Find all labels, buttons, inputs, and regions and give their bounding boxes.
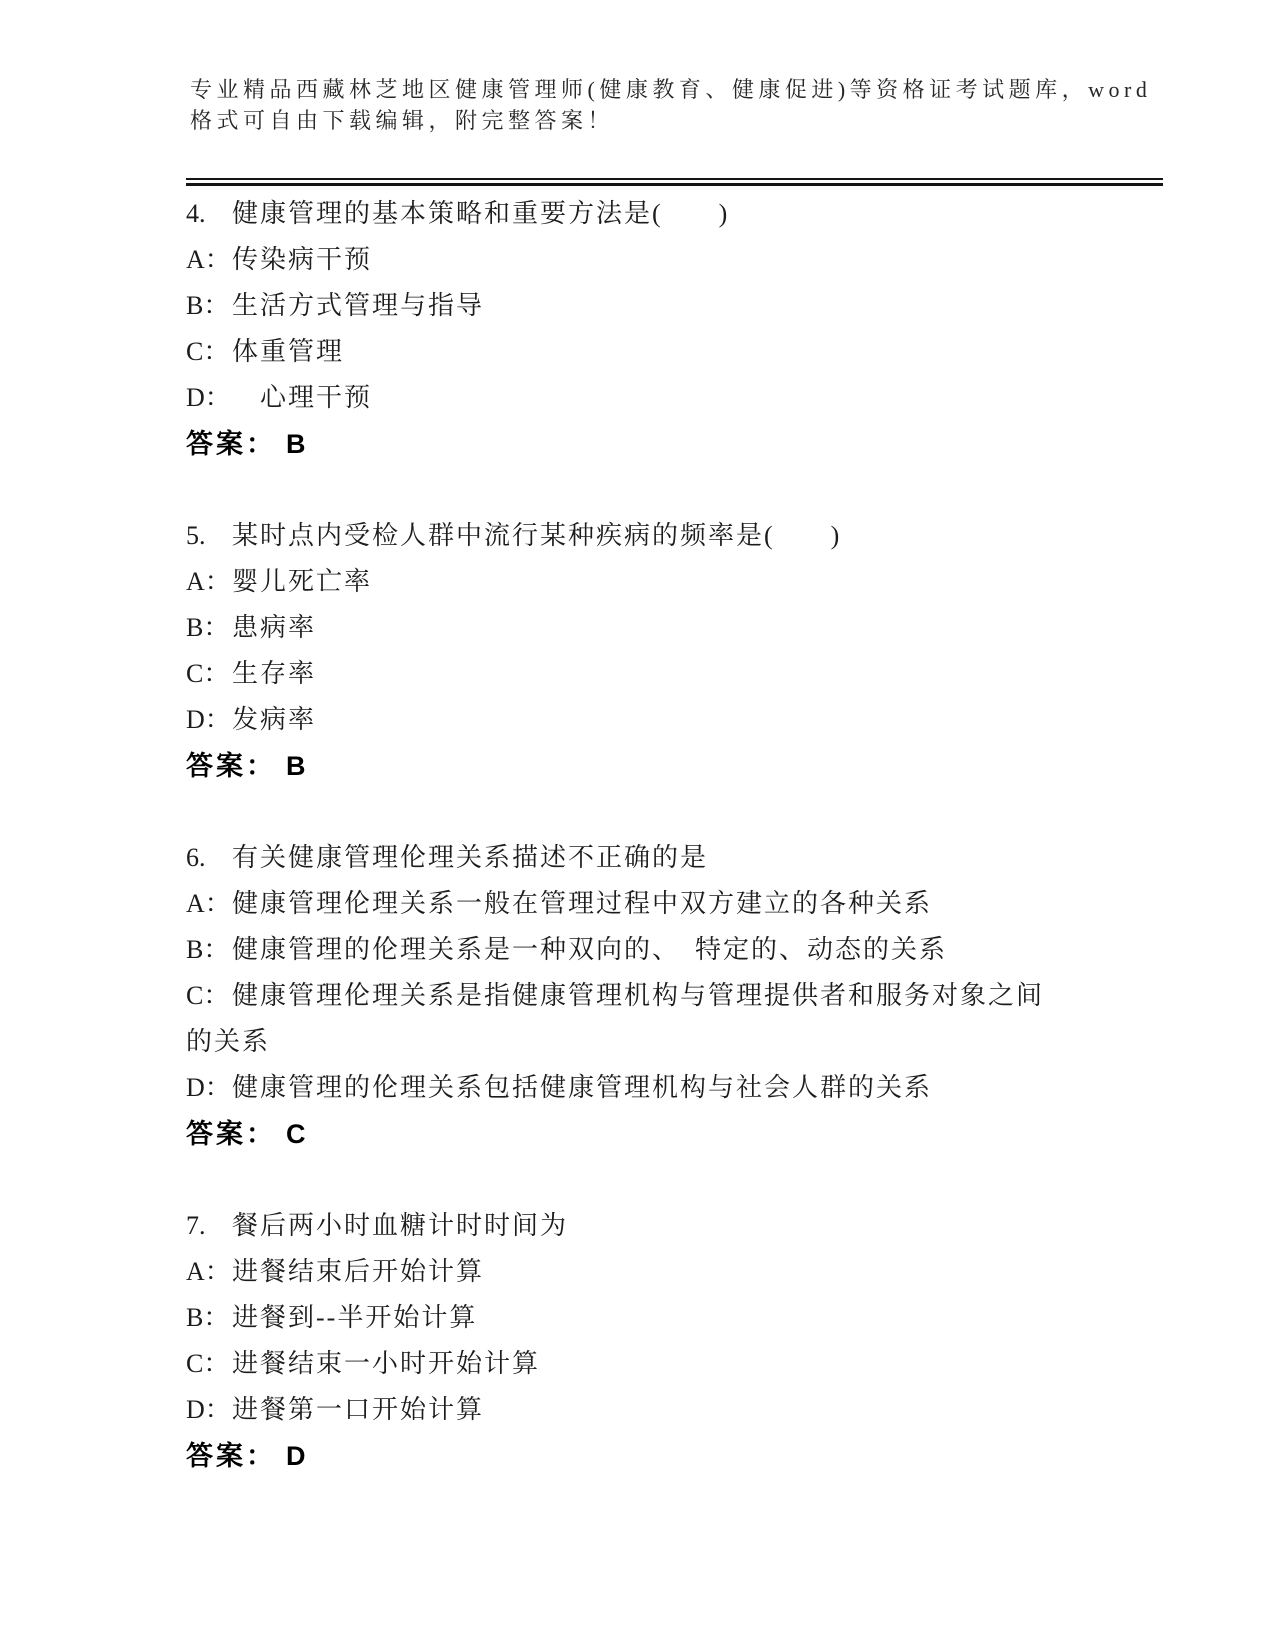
- header-notice: [190, 74, 1190, 136]
- option-label: B：: [186, 291, 230, 320]
- option-line: [186, 283, 1186, 329]
- answer-prefix: 答案：: [186, 429, 276, 459]
- header-divider-rule: [186, 178, 1163, 186]
- header-notice-line1: 专业精品西藏林芝地区健康管理师(健康教育、健康促进)等资格证考试题库，word: [190, 77, 1152, 102]
- option-text: 传染病干预: [232, 245, 373, 274]
- question-block-6: [186, 835, 1186, 1157]
- question-number: 6.: [186, 843, 206, 872]
- option-label: A：: [186, 1257, 231, 1286]
- question-list: [186, 191, 1186, 1525]
- option-text: 发病率: [232, 705, 317, 734]
- option-label: A：: [186, 567, 231, 596]
- question-stem: 某时点内受检人群中流行某种疾病的频率是( ): [232, 521, 842, 550]
- option-text: 患病率: [232, 613, 317, 642]
- answer-value: D: [286, 1441, 309, 1471]
- option-label: C：: [186, 659, 230, 688]
- option-text: 进餐第一口开始计算: [232, 1395, 485, 1424]
- header-notice-line2: 格式可自由下载编辑，附完整答案！: [190, 108, 615, 133]
- answer-line: [186, 743, 1186, 789]
- option-line: [186, 697, 1186, 743]
- option-text: 生活方式管理与指导: [232, 291, 485, 320]
- question-number: 5.: [186, 521, 206, 550]
- option-line: [186, 927, 1186, 973]
- answer-line: [186, 1433, 1186, 1479]
- option-text: 进餐到--半开始计算: [232, 1303, 478, 1332]
- option-label: D：: [186, 705, 231, 734]
- option-line: [186, 1341, 1186, 1387]
- question-number: 7.: [186, 1211, 206, 1240]
- option-label: D：: [186, 1395, 231, 1424]
- option-line: [186, 1295, 1186, 1341]
- option-continuation-line: [186, 1019, 1186, 1065]
- option-text: 健康管理伦理关系是指健康管理机构与管理提供者和服务对象之间: [232, 981, 1045, 1010]
- option-text: 体重管理: [232, 337, 345, 366]
- question-number: 4.: [186, 199, 206, 228]
- question-stem: 健康管理的基本策略和重要方法是( ): [232, 199, 730, 228]
- answer-value: C: [286, 1119, 309, 1149]
- option-label: A：: [186, 889, 231, 918]
- option-text: 进餐结束一小时开始计算: [232, 1349, 541, 1378]
- answer-prefix: 答案：: [186, 751, 276, 781]
- option-label: C：: [186, 337, 230, 366]
- option-line: [186, 1249, 1186, 1295]
- question-stem-line: [186, 835, 1186, 881]
- answer-value: B: [286, 751, 309, 781]
- option-line: [186, 651, 1186, 697]
- question-stem: 有关健康管理伦理关系描述不正确的是: [232, 843, 709, 872]
- option-line: [186, 559, 1186, 605]
- question-stem-line: [186, 513, 1186, 559]
- question-block-5: [186, 513, 1186, 789]
- option-label: C：: [186, 1349, 230, 1378]
- option-line: [186, 375, 1186, 421]
- answer-line: [186, 1111, 1186, 1157]
- option-label: B：: [186, 1303, 230, 1332]
- question-stem: 餐后两小时血糖计时时间为: [232, 1211, 569, 1240]
- option-text-continued: 的关系: [186, 1027, 271, 1056]
- option-line: [186, 1065, 1186, 1111]
- option-text: 健康管理伦理关系一般在管理过程中双方建立的各种关系: [232, 889, 933, 918]
- answer-line: [186, 421, 1186, 467]
- option-label: D：: [186, 383, 231, 412]
- option-text: 健康管理的伦理关系是一种双向的、 特定的、动态的关系: [232, 935, 948, 964]
- option-text: 进餐结束后开始计算: [232, 1257, 485, 1286]
- option-label: C：: [186, 981, 230, 1010]
- option-text: 婴儿死亡率: [232, 567, 373, 596]
- option-label: B：: [186, 935, 230, 964]
- option-label: D：: [186, 1073, 231, 1102]
- option-line: [186, 329, 1186, 375]
- option-text: 健康管理的伦理关系包括健康管理机构与社会人群的关系: [232, 1073, 933, 1102]
- option-line: [186, 881, 1186, 927]
- answer-prefix: 答案：: [186, 1119, 276, 1149]
- option-line: [186, 237, 1186, 283]
- question-block-7: [186, 1203, 1186, 1479]
- option-line: [186, 605, 1186, 651]
- question-stem-line: [186, 1203, 1186, 1249]
- answer-prefix: 答案：: [186, 1441, 276, 1471]
- question-block-4: [186, 191, 1186, 467]
- option-line: [186, 973, 1186, 1019]
- option-line: [186, 1387, 1186, 1433]
- option-text: 心理干预: [232, 383, 373, 412]
- option-text: 生存率: [232, 659, 317, 688]
- answer-value: B: [286, 429, 309, 459]
- option-label: A：: [186, 245, 231, 274]
- question-stem-line: [186, 191, 1186, 237]
- option-label: B：: [186, 613, 230, 642]
